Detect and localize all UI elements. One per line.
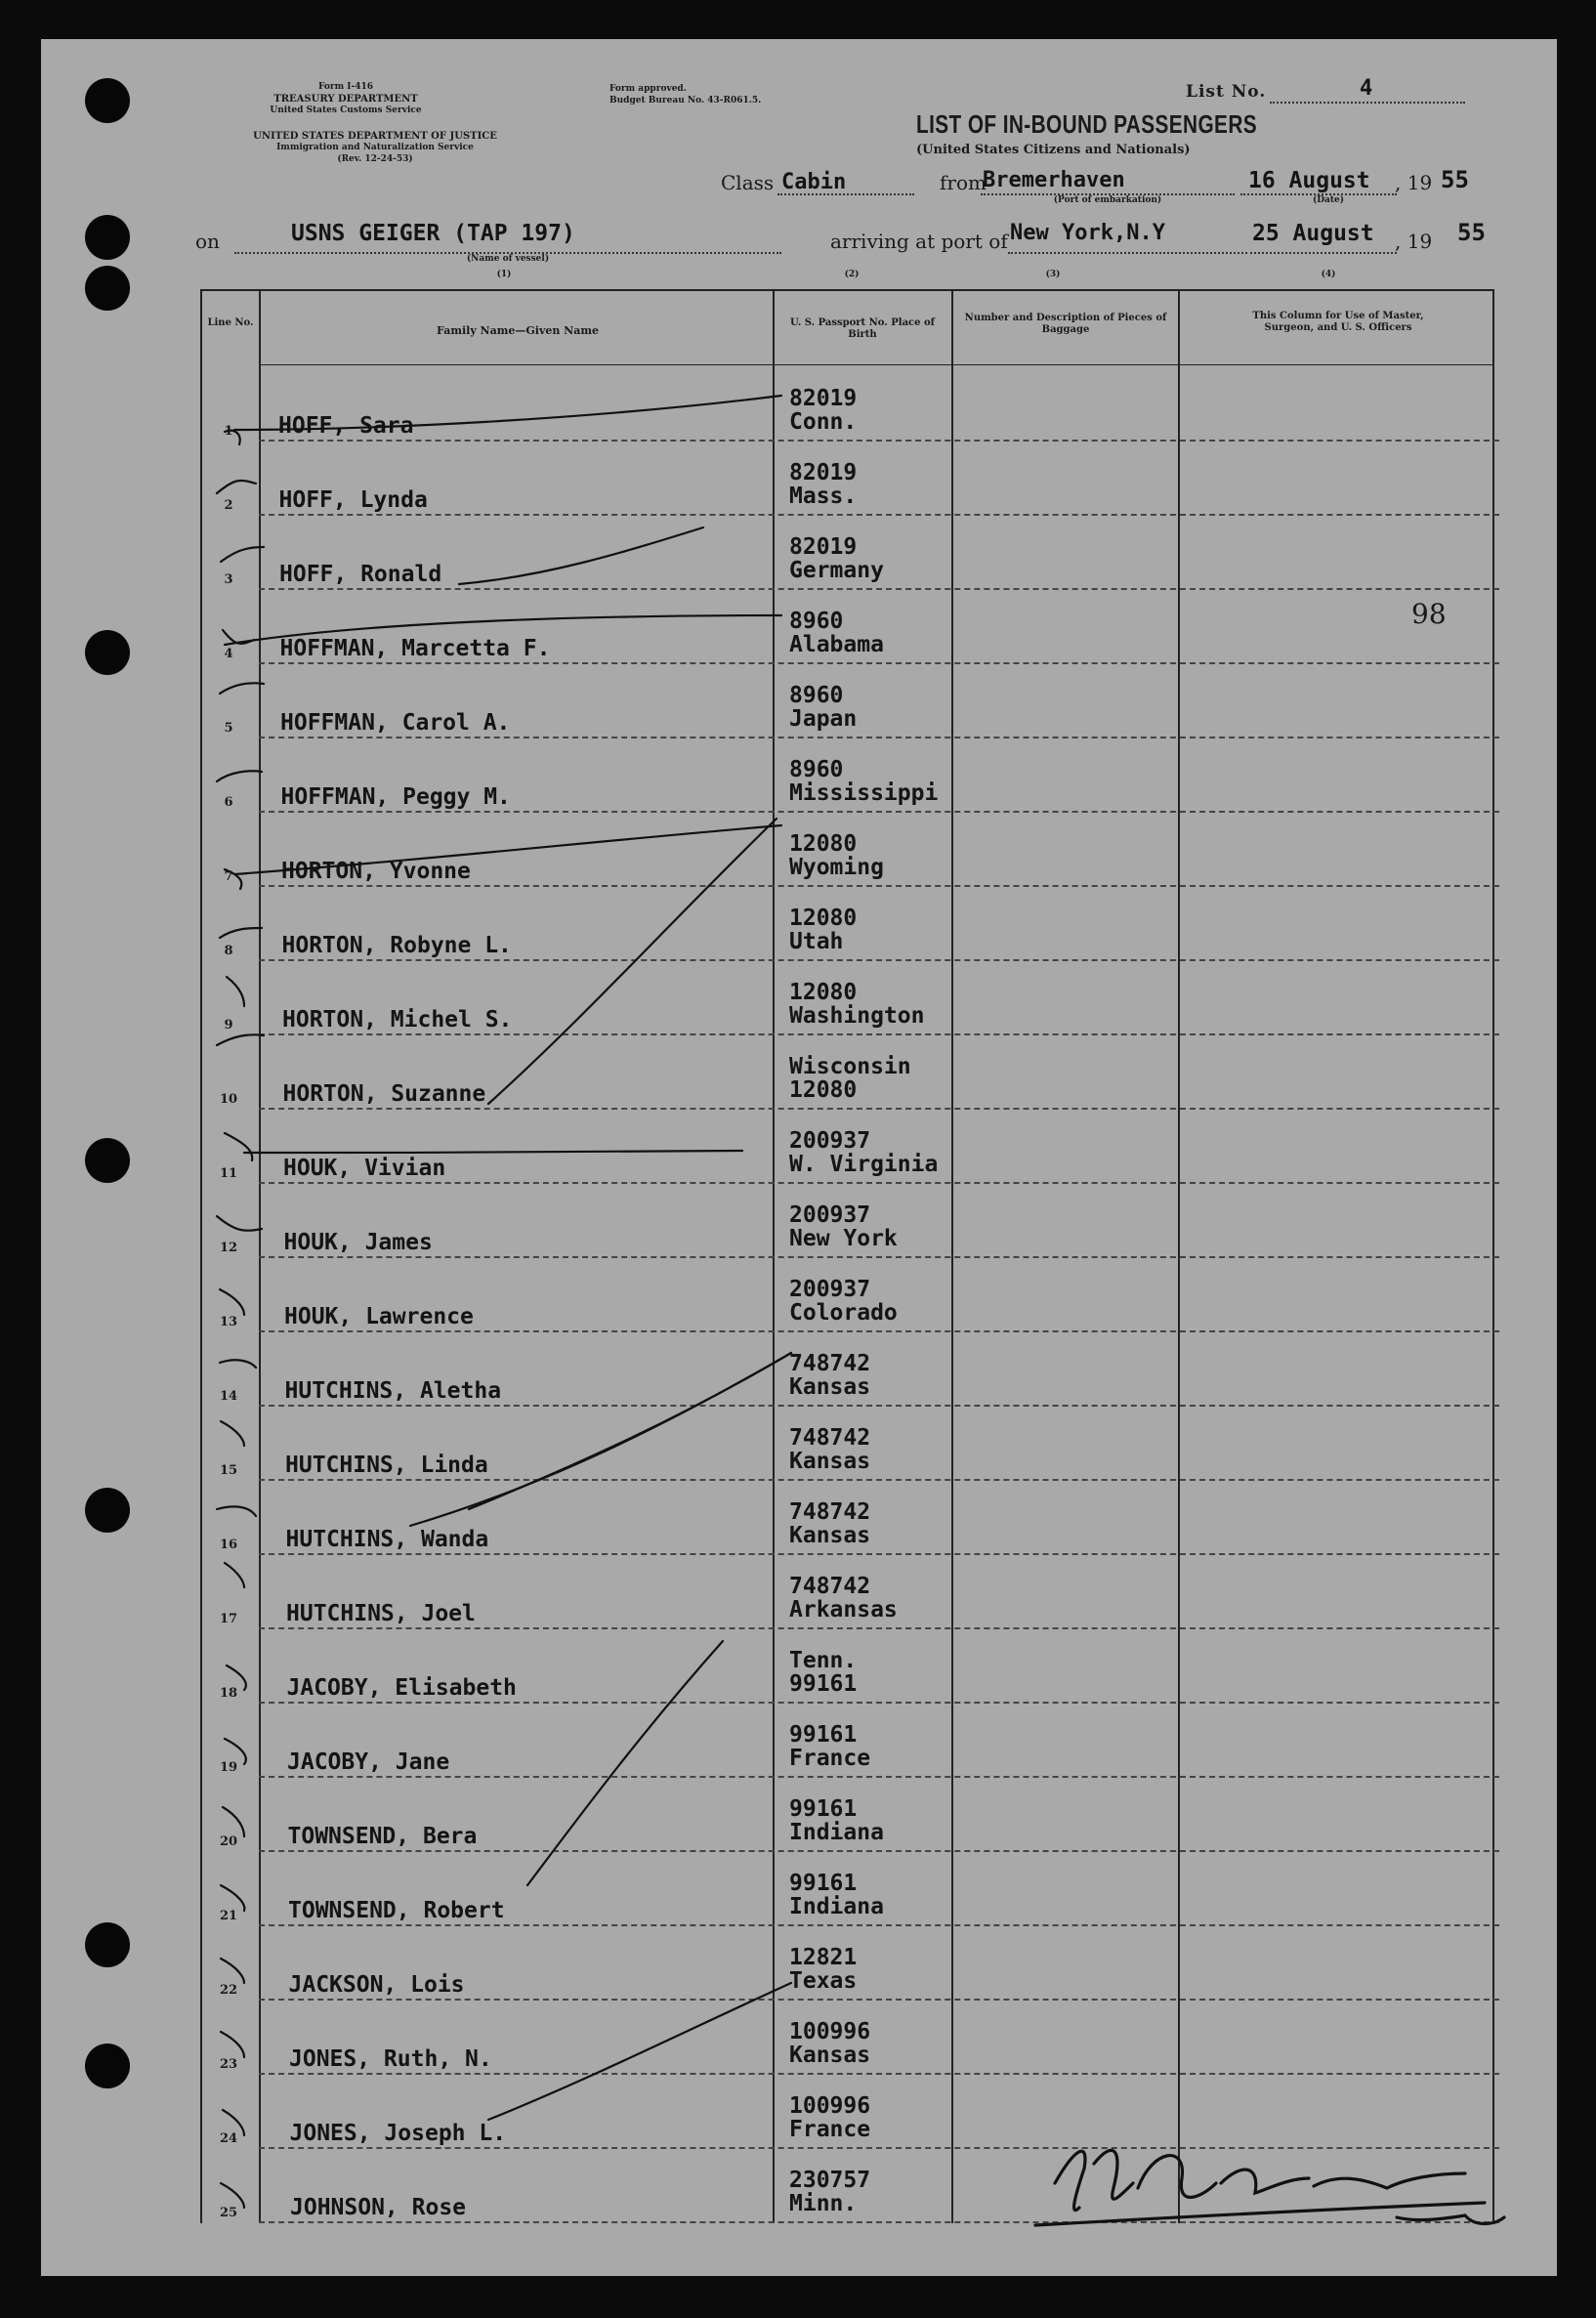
departure-date: 16 August bbox=[1248, 168, 1370, 193]
list-no-value: 4 bbox=[1360, 76, 1373, 101]
place-of-birth: Kansas bbox=[789, 1449, 871, 1474]
passport-number: 100996 bbox=[789, 2093, 871, 2119]
customs-subheading: United States Customs Service bbox=[270, 105, 422, 115]
place-of-birth: New York bbox=[789, 1226, 898, 1251]
line-number: 7 bbox=[224, 869, 233, 884]
revision-date: (Rev. 12-24-53) bbox=[337, 154, 413, 164]
line-number: 18 bbox=[219, 1686, 238, 1701]
passenger-name: HOFF, Lynda bbox=[278, 487, 428, 513]
place-of-birth: W. Virginia bbox=[789, 1152, 939, 1177]
place-of-birth: Texas bbox=[789, 1968, 858, 1994]
place-of-birth: Japan bbox=[789, 706, 858, 732]
passport-number: 748742 bbox=[789, 1574, 871, 1599]
passport-number: 12080 bbox=[789, 980, 858, 1005]
date-caption: (Date) bbox=[1312, 195, 1345, 205]
place-of-birth: Colorado bbox=[789, 1300, 898, 1326]
passport-number: 748742 bbox=[789, 1351, 871, 1376]
line-number: 9 bbox=[224, 1018, 233, 1033]
place-of-birth: Mississippi bbox=[789, 780, 939, 806]
line-number: 1 bbox=[224, 424, 233, 439]
line-number: 15 bbox=[219, 1463, 238, 1478]
from-label: from bbox=[940, 171, 987, 194]
departure-year-prefix: , 19 bbox=[1395, 171, 1433, 194]
page-title: LIST OF IN-BOUND PASSENGERS bbox=[916, 109, 1258, 139]
line-number: 2 bbox=[224, 498, 233, 513]
passenger-name: JACOBY, Elisabeth bbox=[286, 1675, 517, 1701]
line-number: 11 bbox=[219, 1166, 238, 1181]
passport-number: Tenn. bbox=[789, 1648, 858, 1673]
treasury-heading: TREASURY DEPARTMENT bbox=[273, 94, 418, 105]
passport-number: 12080 bbox=[789, 831, 858, 857]
passenger-name: HUTCHINS, Wanda bbox=[285, 1527, 489, 1552]
passport-number: 748742 bbox=[789, 1425, 871, 1451]
line-number: 12 bbox=[219, 1241, 238, 1255]
passport-number: 99161 bbox=[789, 1796, 858, 1822]
place-of-birth: Washington bbox=[789, 1003, 925, 1029]
passenger-name: TOWNSEND, Bera bbox=[287, 1824, 478, 1849]
passport-number: 99161 bbox=[789, 1871, 858, 1896]
col-header-line-no: Line No. bbox=[207, 317, 254, 328]
passport-number: 82019 bbox=[789, 534, 858, 560]
line-number: 6 bbox=[224, 795, 233, 810]
place-of-birth: Mass. bbox=[789, 484, 858, 509]
line-number: 21 bbox=[219, 1909, 238, 1923]
departure-year: 55 bbox=[1441, 166, 1469, 193]
passport-number: 200937 bbox=[789, 1202, 871, 1228]
passenger-name: HOFFMAN, Carol A. bbox=[280, 710, 511, 736]
ins-subheading: Immigration and Naturalization Service bbox=[276, 143, 474, 152]
arrival-year-prefix: , 19 bbox=[1395, 230, 1433, 253]
line-number: 17 bbox=[219, 1612, 238, 1626]
passenger-name: JOHNSON, Rose bbox=[290, 2195, 467, 2220]
place-of-birth: Utah bbox=[789, 929, 844, 954]
line-number: 19 bbox=[219, 1760, 238, 1775]
col-header-name: Family Name—Given Name bbox=[437, 324, 599, 337]
passport-number: 100996 bbox=[789, 2019, 871, 2044]
passport-number: 82019 bbox=[789, 386, 858, 411]
form-number: Form I-416 bbox=[317, 82, 374, 92]
place-of-birth: Alabama bbox=[789, 632, 884, 657]
vessel-name: USNS GEIGER (TAP 197) bbox=[291, 221, 575, 246]
class-label: Class bbox=[721, 171, 775, 194]
passenger-name: HORTON, Yvonne bbox=[281, 859, 471, 884]
passport-number: 12080 bbox=[789, 906, 858, 931]
passenger-name: JONES, Ruth, N. bbox=[289, 2046, 492, 2072]
line-number: 5 bbox=[224, 721, 233, 736]
col-header-passport: U. S. Passport No. Place of Birth bbox=[790, 317, 935, 340]
from-value: Bremerhaven bbox=[983, 168, 1125, 192]
passenger-name: JONES, Joseph L. bbox=[289, 2121, 507, 2146]
column-index-3: (3) bbox=[1045, 270, 1061, 279]
passenger-name: TOWNSEND, Robert bbox=[288, 1898, 505, 1923]
arrival-port: New York,N.Y bbox=[1010, 221, 1165, 245]
line-number: 14 bbox=[219, 1389, 238, 1404]
place-of-birth: Conn. bbox=[789, 409, 858, 435]
passport-number: 230757 bbox=[789, 2168, 871, 2193]
passenger-name: HOFFMAN, Peggy M. bbox=[280, 784, 511, 810]
passenger-name: HOUK, Lawrence bbox=[284, 1304, 474, 1329]
budget-bureau: Budget Bureau No. 43-R061.5. bbox=[609, 96, 762, 105]
arrival-date: 25 August bbox=[1252, 221, 1374, 246]
passport-number: 748742 bbox=[789, 1499, 871, 1525]
page-subtitle: (United States Citizens and Nationals) bbox=[916, 143, 1191, 157]
passenger-name: HOUK, James bbox=[283, 1230, 433, 1255]
passenger-name: HUTCHINS, Linda bbox=[285, 1453, 488, 1478]
passenger-name: HOFF, Ronald bbox=[279, 562, 442, 587]
passport-number: 200937 bbox=[789, 1277, 871, 1302]
line-number: 23 bbox=[219, 2057, 238, 2072]
line-number: 13 bbox=[219, 1315, 238, 1329]
passenger-name: HORTON, Robyne L. bbox=[281, 933, 512, 958]
place-of-birth: Minn. bbox=[789, 2191, 858, 2216]
vessel-caption: (Name of vessel) bbox=[466, 254, 550, 264]
place-of-birth: Indiana bbox=[789, 1894, 884, 1919]
line-number: 3 bbox=[224, 572, 233, 587]
place-of-birth: Kansas bbox=[789, 1523, 871, 1548]
place-of-birth: France bbox=[789, 1746, 871, 1771]
column-index-2: (2) bbox=[844, 270, 860, 279]
justice-heading: UNITED STATES DEPARTMENT OF JUSTICE bbox=[253, 131, 497, 142]
passport-number: 82019 bbox=[789, 460, 858, 485]
line-number: 25 bbox=[219, 2206, 238, 2220]
passport-number: Wisconsin bbox=[789, 1054, 911, 1079]
line-number: 22 bbox=[219, 1983, 238, 1998]
from-caption: (Port of embarkation) bbox=[1053, 195, 1162, 205]
passenger-name: HOUK, Vivian bbox=[283, 1156, 446, 1181]
column-index-4: (4) bbox=[1321, 270, 1336, 279]
passport-number: 12821 bbox=[789, 1945, 858, 1970]
arriving-label: arriving at port of bbox=[830, 230, 1008, 253]
passport-number: 8960 bbox=[789, 757, 844, 782]
passport-number: 8960 bbox=[789, 609, 844, 634]
place-of-birth: France bbox=[789, 2117, 871, 2142]
passport-number: 99161 bbox=[789, 1722, 858, 1748]
line-number: 20 bbox=[219, 1834, 238, 1849]
column-index-1: (1) bbox=[496, 270, 512, 279]
arrival-year: 55 bbox=[1457, 219, 1486, 246]
officer-note: 98 bbox=[1411, 598, 1447, 630]
col-header-baggage: Number and Description of Pieces of Baggage bbox=[964, 313, 1167, 335]
place-of-birth: Germany bbox=[789, 558, 884, 583]
on-label: on bbox=[195, 230, 220, 253]
place-of-birth: Kansas bbox=[789, 1374, 871, 1400]
place-of-birth: Kansas bbox=[789, 2043, 871, 2068]
line-number: 4 bbox=[224, 647, 233, 661]
place-of-birth: Wyoming bbox=[789, 855, 884, 880]
line-number: 16 bbox=[219, 1538, 238, 1552]
passport-number: 8960 bbox=[789, 683, 844, 708]
line-number: 10 bbox=[219, 1092, 238, 1107]
place-of-birth: Indiana bbox=[789, 1820, 884, 1845]
form-approved: Form approved. bbox=[609, 84, 687, 94]
passenger-name: JACKSON, Lois bbox=[288, 1972, 465, 1998]
passenger-name: JACOBY, Jane bbox=[287, 1749, 450, 1775]
place-of-birth: 12080 bbox=[789, 1077, 858, 1103]
line-number: 8 bbox=[224, 944, 233, 958]
list-no-label: List No. bbox=[1186, 82, 1267, 102]
place-of-birth: 99161 bbox=[789, 1671, 858, 1697]
passenger-name: HOFFMAN, Marcetta F. bbox=[279, 636, 551, 661]
passenger-name: HORTON, Suzanne bbox=[282, 1081, 486, 1107]
passenger-name: HUTCHINS, Aletha bbox=[284, 1378, 502, 1404]
passenger-name: HORTON, Michel S. bbox=[282, 1007, 513, 1033]
class-value: Cabin bbox=[781, 170, 847, 194]
passenger-name: HOFF, Sara bbox=[278, 413, 414, 439]
passport-number: 200937 bbox=[789, 1128, 871, 1154]
passenger-name: HUTCHINS, Joel bbox=[286, 1601, 476, 1626]
col-header-officers: This Column for Use of Master, Surgeon, and U. S. Officers bbox=[1252, 311, 1424, 333]
line-number: 24 bbox=[219, 2131, 238, 2146]
place-of-birth: Arkansas bbox=[789, 1597, 898, 1623]
